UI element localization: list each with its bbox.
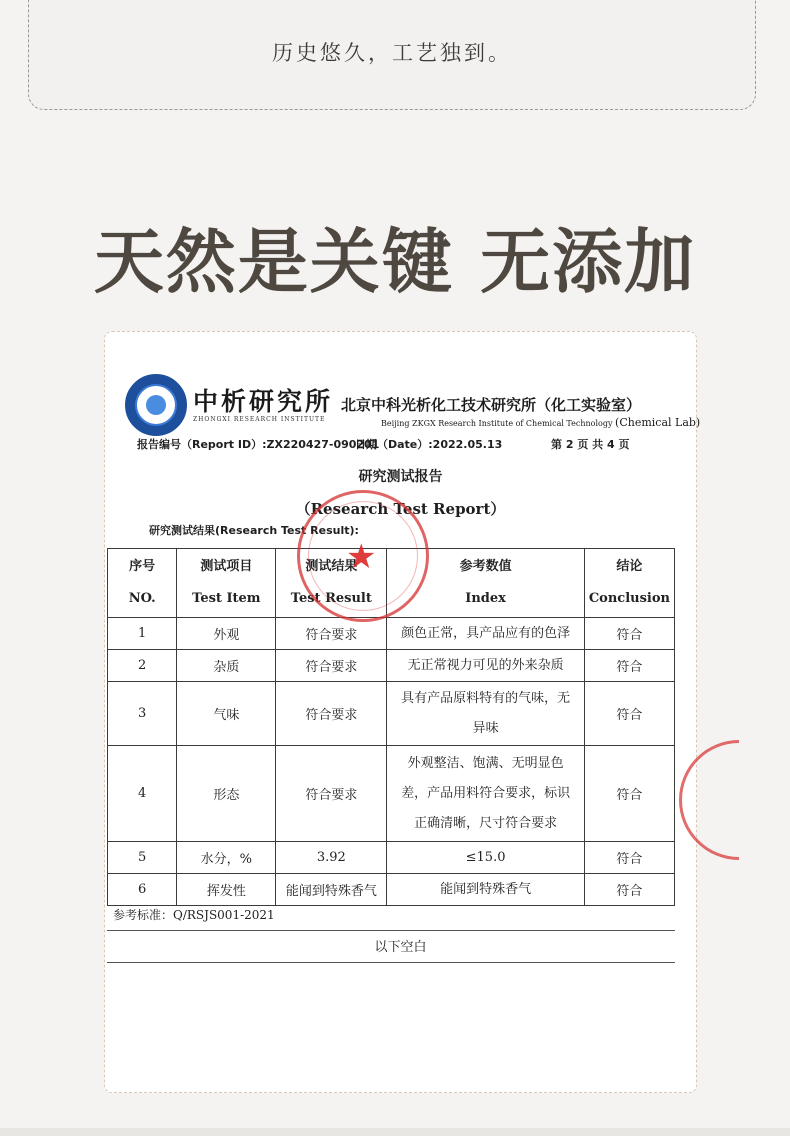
col-index: 参考数值 Index bbox=[387, 549, 584, 618]
report-title: 研究测试报告 bbox=[358, 469, 443, 485]
institute-name-en bbox=[381, 416, 700, 429]
tagline: 历史悠久，工艺独到。 bbox=[272, 41, 512, 65]
report-frame bbox=[104, 331, 701, 1093]
blank-note: 以下空白 bbox=[374, 940, 427, 955]
table-row: 5 水分，% 3.92 ≤15.0 符合 bbox=[108, 842, 675, 874]
official-seal-stamp-icon bbox=[297, 490, 429, 622]
divider bbox=[107, 962, 675, 963]
edge-seal-stamp-icon bbox=[679, 740, 739, 860]
report-date: 日期（Date）:2022.05.13 bbox=[355, 438, 503, 451]
col-test-result: 测试结果 Test Result bbox=[276, 549, 387, 618]
table-row: 4 形态 符合要求 外观整洁、饱满、无明显色差，产品用料符合要求，标识正确清晰，尺寸符合要求 符合 bbox=[108, 746, 675, 842]
institute-name: 北京中科光析化工技术研究所（化工实验室） bbox=[341, 396, 642, 414]
table-row: 6 挥发性 能闻到特殊香气 能闻到特殊香气 符合 bbox=[108, 874, 675, 906]
seal-star-icon: ★ bbox=[346, 537, 377, 577]
report-title-en: （Research Test Report） bbox=[295, 500, 506, 518]
col-test-item: 测试项目 Test Item bbox=[177, 549, 276, 618]
divider bbox=[107, 930, 675, 931]
col-conclusion: 结论 Conclusion bbox=[584, 549, 674, 618]
intro-card bbox=[28, 0, 756, 110]
page-indicator: 第 2 页 共 4 页 bbox=[551, 438, 630, 451]
brand-name: 中析研究所 bbox=[193, 387, 334, 416]
institute-lab-label: (Chemical Lab) bbox=[615, 416, 701, 429]
result-label: 研究测试结果(Research Test Result): bbox=[149, 524, 359, 537]
table-row: 2 杂质 符合要求 无正常视力可见的外来杂质 符合 bbox=[108, 650, 675, 682]
table-row: 1 外观 符合要求 颜色正常，具产品应有的色泽 符合 bbox=[108, 618, 675, 650]
brand-name-en: ZHONGXI RESEARCH INSTITUTE bbox=[193, 416, 326, 423]
table-row: 3 气味 符合要求 具有产品原料特有的气味，无异味 符合 bbox=[108, 682, 675, 746]
headline: 天然是关键 无添加 bbox=[93, 221, 697, 303]
institute-logo-icon bbox=[125, 374, 187, 436]
reference-standard: 参考标准：Q/RSJS001-2021 bbox=[113, 908, 275, 922]
report-id: 报告编号（Report ID）:ZX220427-090201 bbox=[137, 438, 380, 451]
col-no: 序号 NO. bbox=[108, 549, 177, 618]
institute-name-en-text: Beijing ZKGX Research Institute of Chemical Technology bbox=[381, 419, 613, 428]
test-report-document bbox=[105, 332, 701, 1092]
bottom-strip bbox=[0, 1128, 790, 1136]
